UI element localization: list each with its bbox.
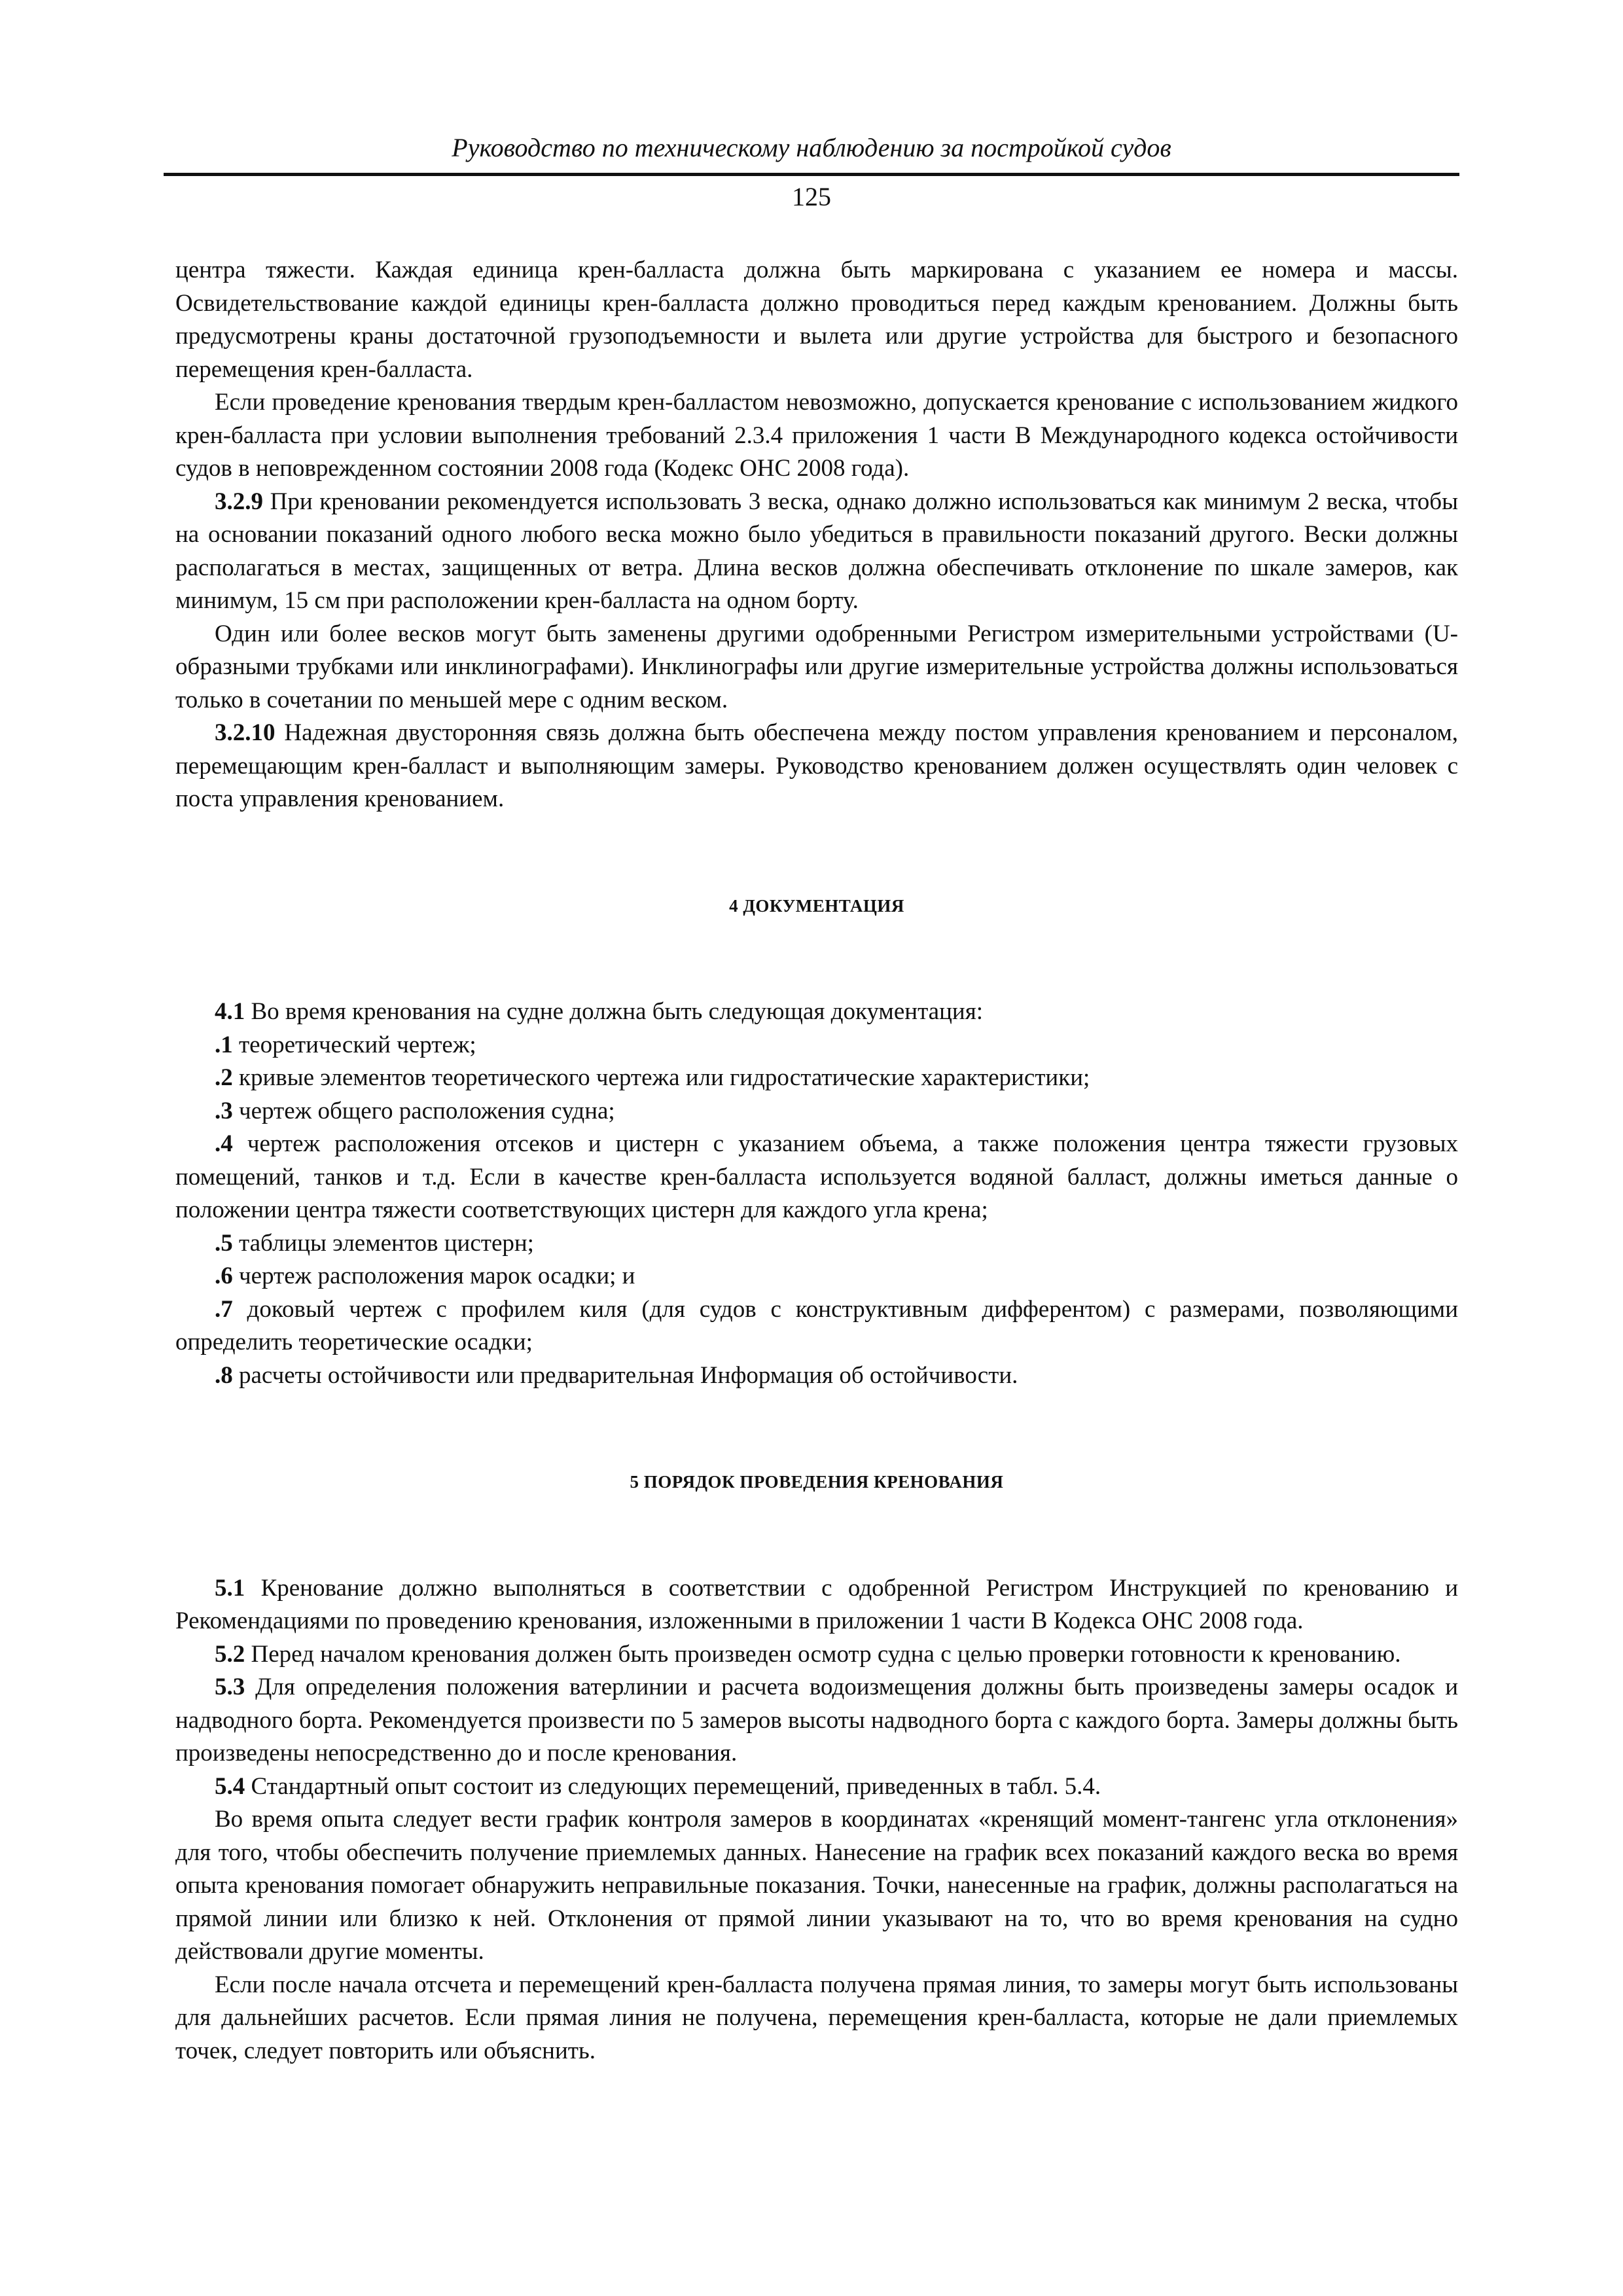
paragraph-4-1 [175, 996, 1458, 1029]
clause-text: Для определения положения ватерлинии и расчета водоизмещения должны быть произведены замеры осадок и надводного борта. Рекомендуется произвести по 5 замеров высоты надводного борта с каждого борта. Замеры должны быть произведены непосредственно до и после кренования. [175, 1674, 1458, 1767]
item-text: таблицы элементов цистерн; [232, 1229, 534, 1257]
clause-number: 5.2 [215, 1640, 245, 1668]
paragraph-5-3 [175, 1671, 1458, 1770]
clause-number: 5.4 [215, 1772, 245, 1800]
paragraph-liquid-ballast: Если проведение кренования твердым крен-балластом невозможно, допускается кренование с использованием жидкого крен-балласта при условии выполнения требований 2.3.4 приложения 1 части В Международного кодекса остойчивости судов в неповрежденном состоянии 2008 года (Кодекс ОНС 2008 года). [175, 389, 1458, 482]
paragraph-5-4 [175, 1770, 1458, 1804]
item-number: .5 [215, 1229, 233, 1257]
header-divider [164, 173, 1459, 176]
paragraph-5-1 [175, 1572, 1458, 1638]
paragraph-control-graph: Во время опыта следует вести график контроля замеров в координатах «кренящий момент-тангенс угла отклонения» для того, чтобы обеспечить получение приемлемых данных. Нанесение на график всех показаний каждого веска во время опыта кренования помогает обнаружить неправильные показания. Точки, нанесенные на график, должны располагаться на прямой линии или близко к ней. Отклонения от прямой линии указывают на то, что во время кренования на судно действовали другие моменты. [175, 1806, 1458, 1965]
list-item [175, 1260, 1458, 1293]
clause-number: 3.2.10 [215, 719, 276, 746]
item-number: .1 [215, 1031, 233, 1058]
item-number: .8 [215, 1361, 233, 1389]
item-number: .6 [215, 1263, 233, 1289]
item-text: чертеж расположения отсеков и цистерн с указанием объема, а также положения центра тяжести грузовых помещений, танков и т.д. Если в качестве крен-балласта используется водяной балласт, должны иметься данные о положении центра тяжести соответствующих цистерн для каждого угла крена; [175, 1130, 1458, 1223]
clause-text: При креновании рекомендуется использовать 3 веска, однако должно использоваться как минимум 2 веска, чтобы на основании показаний одного любого веска можно было убедиться в правильности показаний другого. Вески должны располагаться в местах, защищенных от ветра. Длина весков должна обеспечивать отклонение по шкале замеров, как минимум, 15 см при расположении крен-балласта на одном борту. [175, 488, 1458, 614]
paragraph-3-2-9 [175, 486, 1458, 618]
paragraph-continuation: центра тяжести. Каждая единица крен-балласта должна быть маркирована с указанием ее номера и массы. Освидетельствование каждой единицы крен-балласта должно проводиться перед каждым кренованием. Должны быть предусмотрены краны достаточной грузоподъемности и вылета или другие устройства для быстрого и безопасного перемещения крен-балласта. [175, 257, 1458, 383]
item-text: расчеты остойчивости или предварительная Информация об остойчивости. [232, 1361, 1018, 1389]
item-number: .3 [215, 1097, 233, 1124]
paragraph-3-2-10 [175, 717, 1458, 816]
list-item [175, 1128, 1458, 1227]
clause-text: Во время кренования на судне должна быть следующая документация: [245, 998, 984, 1025]
list-item [175, 1359, 1458, 1393]
clause-text: Кренование должно выполняться в соответствии с одобренной Регистром Инструкцией по кренованию и Рекомендациями по проведению кренования, изложенными в приложении 1 части В Кодекса ОНС 2008 года. [175, 1574, 1458, 1634]
running-header-title: Руководство по техническому наблюдению за постройкой судов [452, 133, 1171, 162]
list-item [175, 1029, 1458, 1062]
item-number: .2 [215, 1064, 233, 1091]
list-item [175, 1293, 1458, 1359]
body-text [175, 254, 1458, 2068]
item-text: теоретический чертеж; [232, 1031, 476, 1058]
item-number: .7 [215, 1295, 233, 1323]
paragraph-straight-line: Если после начала отсчета и перемещений крен-балласта получена прямая линия, то замеры могут быть использованы для дальнейших расчетов. Если прямая линия не получена, перемещения крен-балласта, которые не дали приемлемых точек, следует повторить или объяснить. [175, 1971, 1458, 2064]
item-text: чертеж расположения марок осадки; и [232, 1263, 635, 1289]
clause-number: 5.1 [215, 1574, 245, 1602]
list-item [175, 1095, 1458, 1128]
clause-number: 5.3 [215, 1674, 245, 1700]
clause-number: 4.1 [215, 998, 245, 1025]
page-number: 125 [792, 182, 831, 211]
list-item [175, 1227, 1458, 1261]
item-text: чертеж общего расположения судна; [232, 1097, 615, 1124]
clause-text: Стандартный опыт состоит из следующих перемещений, приведенных в табл. 5.4. [245, 1772, 1101, 1800]
clause-number: 3.2.9 [215, 488, 263, 515]
paragraph-5-2 [175, 1638, 1458, 1672]
section-4-heading: 4 ДОКУМЕНТАЦИЯ [729, 895, 904, 916]
clause-text: Перед началом кренования должен быть произведен осмотр судна с целью проверки готовности к кренованию. [245, 1640, 1401, 1668]
list-item [175, 1062, 1458, 1095]
item-text: кривые элементов теоретического чертежа или гидростатические характеристики; [232, 1064, 1090, 1091]
section-5-heading: 5 ПОРЯДОК ПРОВЕДЕНИЯ КРЕНОВАНИЯ [630, 1472, 1004, 1492]
clause-text: Надежная двусторонняя связь должна быть обеспечена между постом управления кренованием и персоналом, перемещающим крен-балласт и выполняющим замеры. Руководство кренованием должен осуществлять один человек с поста управления кренованием. [175, 719, 1458, 812]
paragraph-measuring-devices: Один или более весков могут быть заменены другими одобренными Регистром измерительными устройствами (U-образными трубками или инклинографами). Инклинографы или другие измерительные устройства должны использоваться только в сочетании по меньшей мере с одним веском. [175, 620, 1458, 713]
item-number: .4 [215, 1130, 233, 1157]
item-text: доковый чертеж с профилем киля (для судов с конструктивным дифферентом) с размерами, позволяющими определить теоретические осадки; [175, 1295, 1458, 1355]
